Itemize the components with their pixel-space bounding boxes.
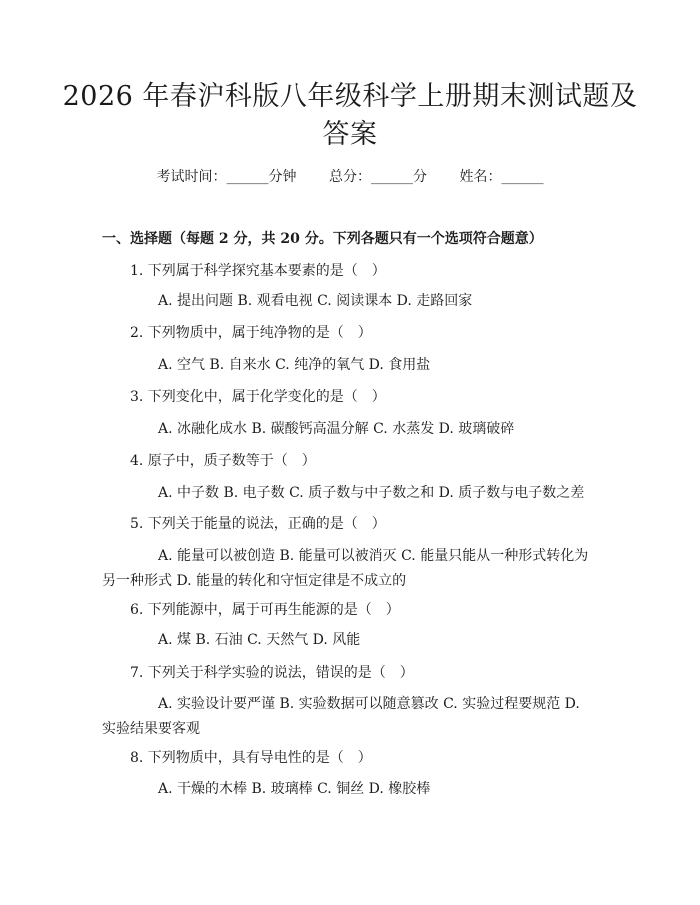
question-stem: 6. 下列能源中，属于可再生能源的是（ ） (130, 602, 400, 618)
total-score-field: 总分：______分 (329, 169, 427, 185)
name-field: 姓名：______ (459, 169, 544, 185)
question-options: A. 空气 B. 自来水 C. 纯净的氧气 D. 食用盐 (158, 357, 431, 373)
exam-info-line (0, 167, 700, 187)
question-stem: 1. 下列属于科学探究基本要素的是（ ） (130, 263, 386, 279)
question-stem: 8. 下列物质中，具有导电性的是（ ） (130, 750, 372, 766)
question-stem: 4. 原子中，质子数等于（ ） (130, 453, 316, 469)
question-stem: 7. 下列关于科学实验的说法，错误的是（ ） (130, 665, 414, 681)
exam-time-field: 考试时间：______分钟 (156, 169, 297, 185)
question-options: A. 中子数 B. 电子数 C. 质子数与中子数之和 D. 质子数与电子数之差 (158, 485, 585, 501)
question-stem: 5. 下列关于能量的说法，正确的是（ ） (130, 516, 386, 532)
question-options: A. 煤 B. 石油 C. 天然气 D. 风能 (158, 632, 361, 648)
question-options: A. 提出问题 B. 观看电视 C. 阅读课本 D. 走路回家 (158, 293, 473, 309)
question-options: A. 冰融化成水 B. 碳酸钙高温分解 C. 水蒸发 D. 玻璃破碎 (158, 421, 515, 437)
section-heading: 一、选择题（每题 2 分，共 20 分。下列各题只有一个选项符合题意） (102, 231, 543, 247)
page-title: 2026 年春沪科版八年级科学上册期末测试题及答案 (62, 81, 638, 150)
question-stem: 2. 下列物质中，属于纯净物的是（ ） (130, 325, 372, 341)
question-options: A. 能量可以被创造 B. 能量可以被消灭 C. 能量只能从一种形式转化为另一种形式 D. 能量的转化和守恒定律是不成立的 (102, 548, 589, 589)
question-options: A. 实验设计要严谨 B. 实验数据可以随意篡改 C. 实验过程要规范 D. 实验结果要客观 (102, 696, 580, 737)
question-options: A. 干燥的木棒 B. 玻璃棒 C. 铜丝 D. 橡胶棒 (158, 781, 431, 797)
question-stem: 3. 下列变化中，属于化学变化的是（ ） (130, 389, 386, 405)
